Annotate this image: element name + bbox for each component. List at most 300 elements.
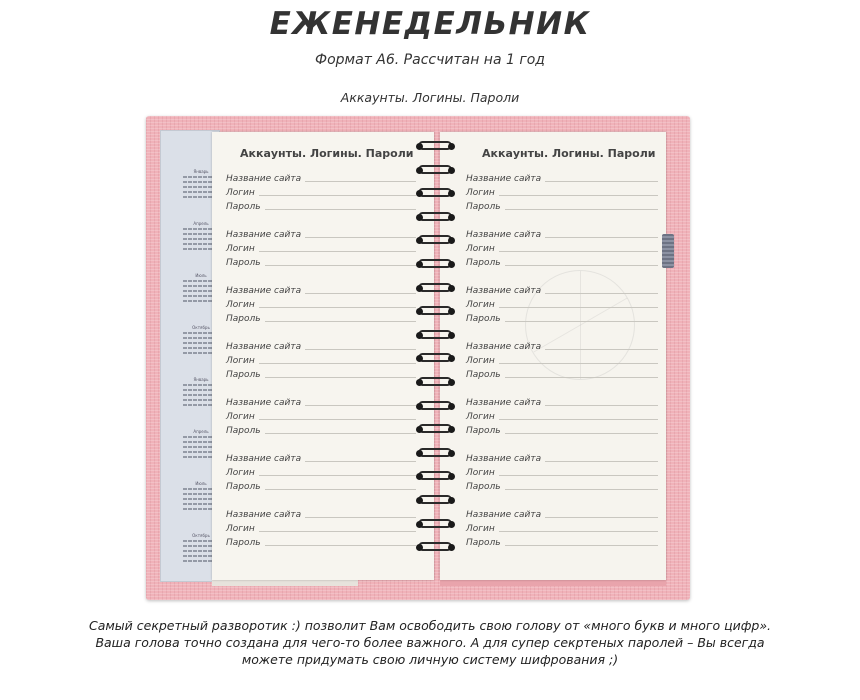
calendar-day <box>198 555 202 557</box>
entry-login-label: Логин <box>466 524 495 534</box>
entry-login-row <box>226 352 416 366</box>
calendar-day <box>183 389 187 391</box>
calendar-day <box>193 196 197 198</box>
entry-site-label: Название сайта <box>466 342 542 352</box>
calendar-day <box>193 300 197 302</box>
calendar-day <box>198 233 202 235</box>
entry-site-label: Название сайта <box>466 286 542 296</box>
entry-site-label: Название сайта <box>226 230 302 240</box>
entry-site-row <box>226 226 416 240</box>
calendar-day <box>183 181 187 183</box>
calendar-day <box>198 508 202 510</box>
calendar-day <box>198 384 202 386</box>
calendar-day <box>183 191 187 193</box>
calendar-day <box>188 186 192 188</box>
entry-login-row <box>466 240 658 254</box>
calendar-day <box>183 233 187 235</box>
calendar-day <box>203 441 207 443</box>
calendar-day <box>183 342 187 344</box>
calendar-day <box>203 555 207 557</box>
calendar-day <box>183 456 187 458</box>
entry-login-line[interactable] <box>259 307 416 308</box>
calendar-day <box>203 347 207 349</box>
password-entry <box>466 226 658 268</box>
calendar-day <box>193 394 197 396</box>
calendar-day <box>193 186 197 188</box>
entry-password-line[interactable] <box>505 209 658 210</box>
entry-site-row <box>466 506 658 520</box>
calendar-day <box>188 248 192 250</box>
calendar-day <box>193 493 197 495</box>
spiral-ring <box>414 352 458 364</box>
entry-password-line[interactable] <box>265 321 416 322</box>
calendar-day <box>188 285 192 287</box>
entry-password-label: Пароль <box>226 258 261 268</box>
entry-site-line[interactable] <box>545 181 658 182</box>
entry-site-line[interactable] <box>305 405 416 406</box>
calendar-day <box>188 446 192 448</box>
entry-site-row <box>466 170 658 184</box>
entry-login-line[interactable] <box>259 419 416 420</box>
calendar-day <box>188 550 192 552</box>
entry-login-line[interactable] <box>499 531 658 532</box>
calendar-day <box>203 508 207 510</box>
entry-site-line[interactable] <box>305 461 416 462</box>
calendar-day <box>198 191 202 193</box>
calendar-day <box>188 280 192 282</box>
calendar-day <box>203 332 207 334</box>
spiral-ring <box>414 423 458 435</box>
calendar-day <box>203 446 207 448</box>
password-entry <box>466 170 658 212</box>
entry-password-line[interactable] <box>265 433 416 434</box>
password-entry <box>466 450 658 492</box>
calendar-day <box>188 399 192 401</box>
entry-password-row <box>226 534 416 548</box>
entry-login-line[interactable] <box>499 307 658 308</box>
password-entry <box>466 282 658 324</box>
calendar-day <box>203 503 207 505</box>
entry-password-line[interactable] <box>265 209 416 210</box>
calendar-day <box>188 238 192 240</box>
spiral-ring <box>414 329 458 341</box>
calendar-month-label: Апрель <box>193 429 209 434</box>
calendar-day <box>183 446 187 448</box>
calendar-day <box>183 550 187 552</box>
spiral-ring <box>414 518 458 530</box>
entry-password-row <box>226 310 416 324</box>
entry-site-line[interactable] <box>545 237 658 238</box>
calendar-day <box>203 228 207 230</box>
entry-site-row <box>466 226 658 240</box>
calendar-day <box>193 436 197 438</box>
calendar-day <box>203 352 207 354</box>
calendar-day <box>193 342 197 344</box>
calendar-day <box>183 555 187 557</box>
calendar-day <box>183 451 187 453</box>
password-entry <box>466 338 658 380</box>
calendar-day <box>193 451 197 453</box>
entry-password-label: Пароль <box>466 202 501 212</box>
entry-login-row <box>466 296 658 310</box>
calendar-day <box>193 347 197 349</box>
calendar-day <box>193 295 197 297</box>
calendar-day <box>183 238 187 240</box>
calendar-day <box>188 295 192 297</box>
calendar-day <box>183 300 187 302</box>
calendar-month-label: Июль <box>195 273 207 278</box>
entry-site-line[interactable] <box>305 349 416 350</box>
entry-site-line[interactable] <box>305 181 416 182</box>
calendar-day <box>188 508 192 510</box>
calendar-day <box>183 248 187 250</box>
caption <box>60 617 800 668</box>
calendar-day <box>193 285 197 287</box>
entry-password-row <box>466 422 658 436</box>
calendar-day <box>203 176 207 178</box>
entry-site-row <box>226 394 416 408</box>
calendar-day <box>203 493 207 495</box>
calendar-day <box>188 404 192 406</box>
entry-password-row <box>466 534 658 548</box>
calendar-day <box>198 186 202 188</box>
caption-line: можете придумать свою личную систему шифрования ;) <box>241 652 619 667</box>
calendar-day <box>188 176 192 178</box>
entry-login-row <box>226 296 416 310</box>
calendar-day <box>183 196 187 198</box>
calendar-day <box>193 503 197 505</box>
calendar-day <box>183 540 187 542</box>
calendar-day <box>183 332 187 334</box>
entry-password-row <box>466 254 658 268</box>
entry-password-line[interactable] <box>505 321 658 322</box>
calendar-day <box>198 404 202 406</box>
calendar-day <box>183 285 187 287</box>
spiral-ring <box>414 282 458 294</box>
calendar-day <box>193 555 197 557</box>
entry-site-row <box>226 338 416 352</box>
calendar-day <box>188 337 192 339</box>
entry-login-label: Логин <box>466 412 495 422</box>
entry-password-row <box>466 366 658 380</box>
calendar-day <box>203 404 207 406</box>
entry-site-label: Название сайта <box>226 398 302 408</box>
calendar-day <box>188 290 192 292</box>
calendar-day <box>198 243 202 245</box>
calendar-day <box>188 389 192 391</box>
entry-password-row <box>466 310 658 324</box>
entry-password-line[interactable] <box>505 433 658 434</box>
entry-site-label: Название сайта <box>226 286 302 296</box>
cover-edge <box>440 580 666 586</box>
entry-site-line[interactable] <box>305 517 416 518</box>
calendar-day <box>203 238 207 240</box>
calendar-day <box>183 337 187 339</box>
entry-login-line[interactable] <box>259 475 416 476</box>
calendar-day <box>203 248 207 250</box>
calendar-day <box>183 498 187 500</box>
calendar-day <box>203 196 207 198</box>
entry-login-row <box>466 352 658 366</box>
calendar-day <box>193 498 197 500</box>
calendar-day <box>198 352 202 354</box>
entry-site-label: Название сайта <box>226 342 302 352</box>
calendar-day <box>198 285 202 287</box>
entry-site-line[interactable] <box>545 461 658 462</box>
entry-login-label: Логин <box>466 244 495 254</box>
entry-password-label: Пароль <box>466 258 501 268</box>
calendar-day <box>198 498 202 500</box>
calendar-day <box>193 337 197 339</box>
entry-login-label: Логин <box>226 244 255 254</box>
calendar-day <box>203 191 207 193</box>
calendar-day <box>193 238 197 240</box>
spiral-ring <box>414 470 458 482</box>
calendar-day <box>188 191 192 193</box>
calendar-day <box>188 394 192 396</box>
spiral-ring <box>414 211 458 223</box>
entry-login-row <box>226 520 416 534</box>
password-entry <box>466 506 658 548</box>
entry-login-label: Логин <box>466 300 495 310</box>
entry-login-row <box>226 408 416 422</box>
calendar-day <box>203 233 207 235</box>
calendar-day <box>193 456 197 458</box>
entry-password-label: Пароль <box>466 370 501 380</box>
entry-login-line[interactable] <box>259 363 416 364</box>
entry-login-line[interactable] <box>499 251 658 252</box>
calendar-day <box>198 560 202 562</box>
calendar-day <box>183 545 187 547</box>
calendar-day <box>198 337 202 339</box>
calendar-day <box>203 498 207 500</box>
password-entry <box>226 506 416 548</box>
password-entry <box>226 282 416 324</box>
calendar-day <box>183 560 187 562</box>
calendar-day <box>193 176 197 178</box>
entry-password-row <box>466 198 658 212</box>
entry-password-line[interactable] <box>265 489 416 490</box>
entry-site-line[interactable] <box>545 405 658 406</box>
entry-site-row <box>466 394 658 408</box>
calendar-day <box>203 545 207 547</box>
entry-password-label: Пароль <box>466 426 501 436</box>
entry-site-line[interactable] <box>305 293 416 294</box>
calendar-day <box>193 243 197 245</box>
calendar-day <box>183 176 187 178</box>
calendar-day <box>198 545 202 547</box>
entry-login-label: Логин <box>226 524 255 534</box>
entry-password-label: Пароль <box>226 370 261 380</box>
entry-password-label: Пароль <box>466 314 501 324</box>
calendar-day <box>193 228 197 230</box>
calendar-day <box>193 248 197 250</box>
entry-site-label: Название сайта <box>466 174 542 184</box>
entry-site-label: Название сайта <box>226 510 302 520</box>
entry-site-label: Название сайта <box>226 454 302 464</box>
calendar-day <box>183 441 187 443</box>
calendar-month-label: Апрель <box>193 221 209 226</box>
calendar-day <box>193 233 197 235</box>
calendar-day <box>193 384 197 386</box>
calendar-day <box>188 196 192 198</box>
calendar-day <box>203 389 207 391</box>
entry-site-line[interactable] <box>545 349 658 350</box>
entry-password-label: Пароль <box>466 538 501 548</box>
entry-password-line[interactable] <box>265 545 416 546</box>
calendar-day <box>188 332 192 334</box>
entry-site-line[interactable] <box>305 237 416 238</box>
entry-login-row <box>226 464 416 478</box>
spiral-ring <box>414 305 458 317</box>
calendar-day <box>203 399 207 401</box>
entry-site-label: Название сайта <box>466 510 542 520</box>
entry-password-line[interactable] <box>265 265 416 266</box>
entry-password-line[interactable] <box>505 265 658 266</box>
calendar-day <box>203 337 207 339</box>
entry-login-label: Логин <box>466 468 495 478</box>
entry-login-label: Логин <box>226 356 255 366</box>
calendar-day <box>193 191 197 193</box>
calendar-day <box>188 498 192 500</box>
entry-site-row <box>226 450 416 464</box>
entry-password-line[interactable] <box>505 377 658 378</box>
calendar-day <box>198 456 202 458</box>
calendar-day <box>188 503 192 505</box>
entry-login-row <box>466 464 658 478</box>
calendar-month-label: Октябрь <box>192 325 210 330</box>
calendar-day <box>183 280 187 282</box>
spiral-ring <box>414 234 458 246</box>
calendar-day <box>198 451 202 453</box>
entry-password-line[interactable] <box>505 545 658 546</box>
entry-site-label: Название сайта <box>466 454 542 464</box>
entry-password-label: Пароль <box>226 314 261 324</box>
entry-login-line[interactable] <box>259 195 416 196</box>
calendar-day <box>193 446 197 448</box>
calendar-day <box>188 243 192 245</box>
spiral-ring <box>414 140 458 152</box>
entry-password-label: Пароль <box>226 426 261 436</box>
entry-site-line[interactable] <box>545 293 658 294</box>
right-page <box>440 132 666 580</box>
calendar-day <box>188 384 192 386</box>
entry-password-row <box>226 254 416 268</box>
calendar-day <box>183 404 187 406</box>
calendar-day <box>198 389 202 391</box>
calendar-day <box>183 290 187 292</box>
spiral-ring <box>414 164 458 176</box>
entry-login-line[interactable] <box>499 475 658 476</box>
entry-login-line[interactable] <box>499 195 658 196</box>
entry-login-line[interactable] <box>499 419 658 420</box>
entry-password-label: Пароль <box>226 202 261 212</box>
entry-login-label: Логин <box>466 188 495 198</box>
spiral-ring <box>414 447 458 459</box>
entry-login-line[interactable] <box>499 363 658 364</box>
calendar-day <box>183 243 187 245</box>
entry-site-row <box>226 170 416 184</box>
page-edge <box>212 580 358 586</box>
calendar-day <box>188 451 192 453</box>
calendar-day <box>193 545 197 547</box>
entry-site-line[interactable] <box>545 517 658 518</box>
calendar-day <box>188 342 192 344</box>
entry-login-line[interactable] <box>259 251 416 252</box>
calendar-day <box>203 295 207 297</box>
calendar-day <box>183 347 187 349</box>
calendar-day <box>198 446 202 448</box>
entry-site-row <box>226 282 416 296</box>
entry-password-line[interactable] <box>505 489 658 490</box>
right-page-heading: Аккаунты. Логины. Пароли <box>482 147 656 160</box>
entry-site-label: Название сайта <box>466 398 542 408</box>
left-page <box>212 132 434 580</box>
calendar-day <box>193 181 197 183</box>
calendar-day <box>188 488 192 490</box>
calendar-day <box>203 186 207 188</box>
calendar-day <box>198 176 202 178</box>
entry-login-label: Логин <box>226 468 255 478</box>
calendar-day <box>198 248 202 250</box>
entry-password-row <box>226 422 416 436</box>
entry-login-line[interactable] <box>259 531 416 532</box>
calendar-day <box>193 404 197 406</box>
calendar-day <box>203 300 207 302</box>
calendar-day <box>188 456 192 458</box>
entry-password-label: Пароль <box>466 482 501 492</box>
entry-password-row <box>226 198 416 212</box>
calendar-day <box>198 280 202 282</box>
calendar-day <box>183 399 187 401</box>
calendar-day <box>198 295 202 297</box>
calendar-day <box>198 347 202 349</box>
calendar-day <box>203 342 207 344</box>
entry-login-label: Логин <box>226 188 255 198</box>
calendar-day <box>203 550 207 552</box>
calendar-day <box>193 441 197 443</box>
calendar-month-label: Октябрь <box>192 533 210 538</box>
calendar-month-label: Июль <box>195 481 207 486</box>
entry-password-label: Пароль <box>226 482 261 492</box>
entry-login-row <box>466 520 658 534</box>
entry-login-label: Логин <box>226 300 255 310</box>
calendar-day <box>203 394 207 396</box>
calendar-day <box>198 540 202 542</box>
calendar-day <box>198 493 202 495</box>
elastic-band <box>662 234 674 268</box>
calendar-pocket <box>160 130 220 582</box>
calendar-day <box>203 540 207 542</box>
calendar-day <box>193 280 197 282</box>
spiral-ring <box>414 541 458 553</box>
calendar-day <box>188 540 192 542</box>
calendar-day <box>188 436 192 438</box>
password-entry <box>226 394 416 436</box>
calendar-day <box>198 300 202 302</box>
calendar-day <box>188 555 192 557</box>
calendar-day <box>198 503 202 505</box>
calendar-day <box>183 384 187 386</box>
calendar-day <box>198 181 202 183</box>
calendar-day <box>193 352 197 354</box>
calendar-day <box>193 508 197 510</box>
entry-site-row <box>466 282 658 296</box>
spiral-ring <box>414 400 458 412</box>
entry-password-label: Пароль <box>226 538 261 548</box>
entry-password-line[interactable] <box>265 377 416 378</box>
calendar-day <box>203 280 207 282</box>
